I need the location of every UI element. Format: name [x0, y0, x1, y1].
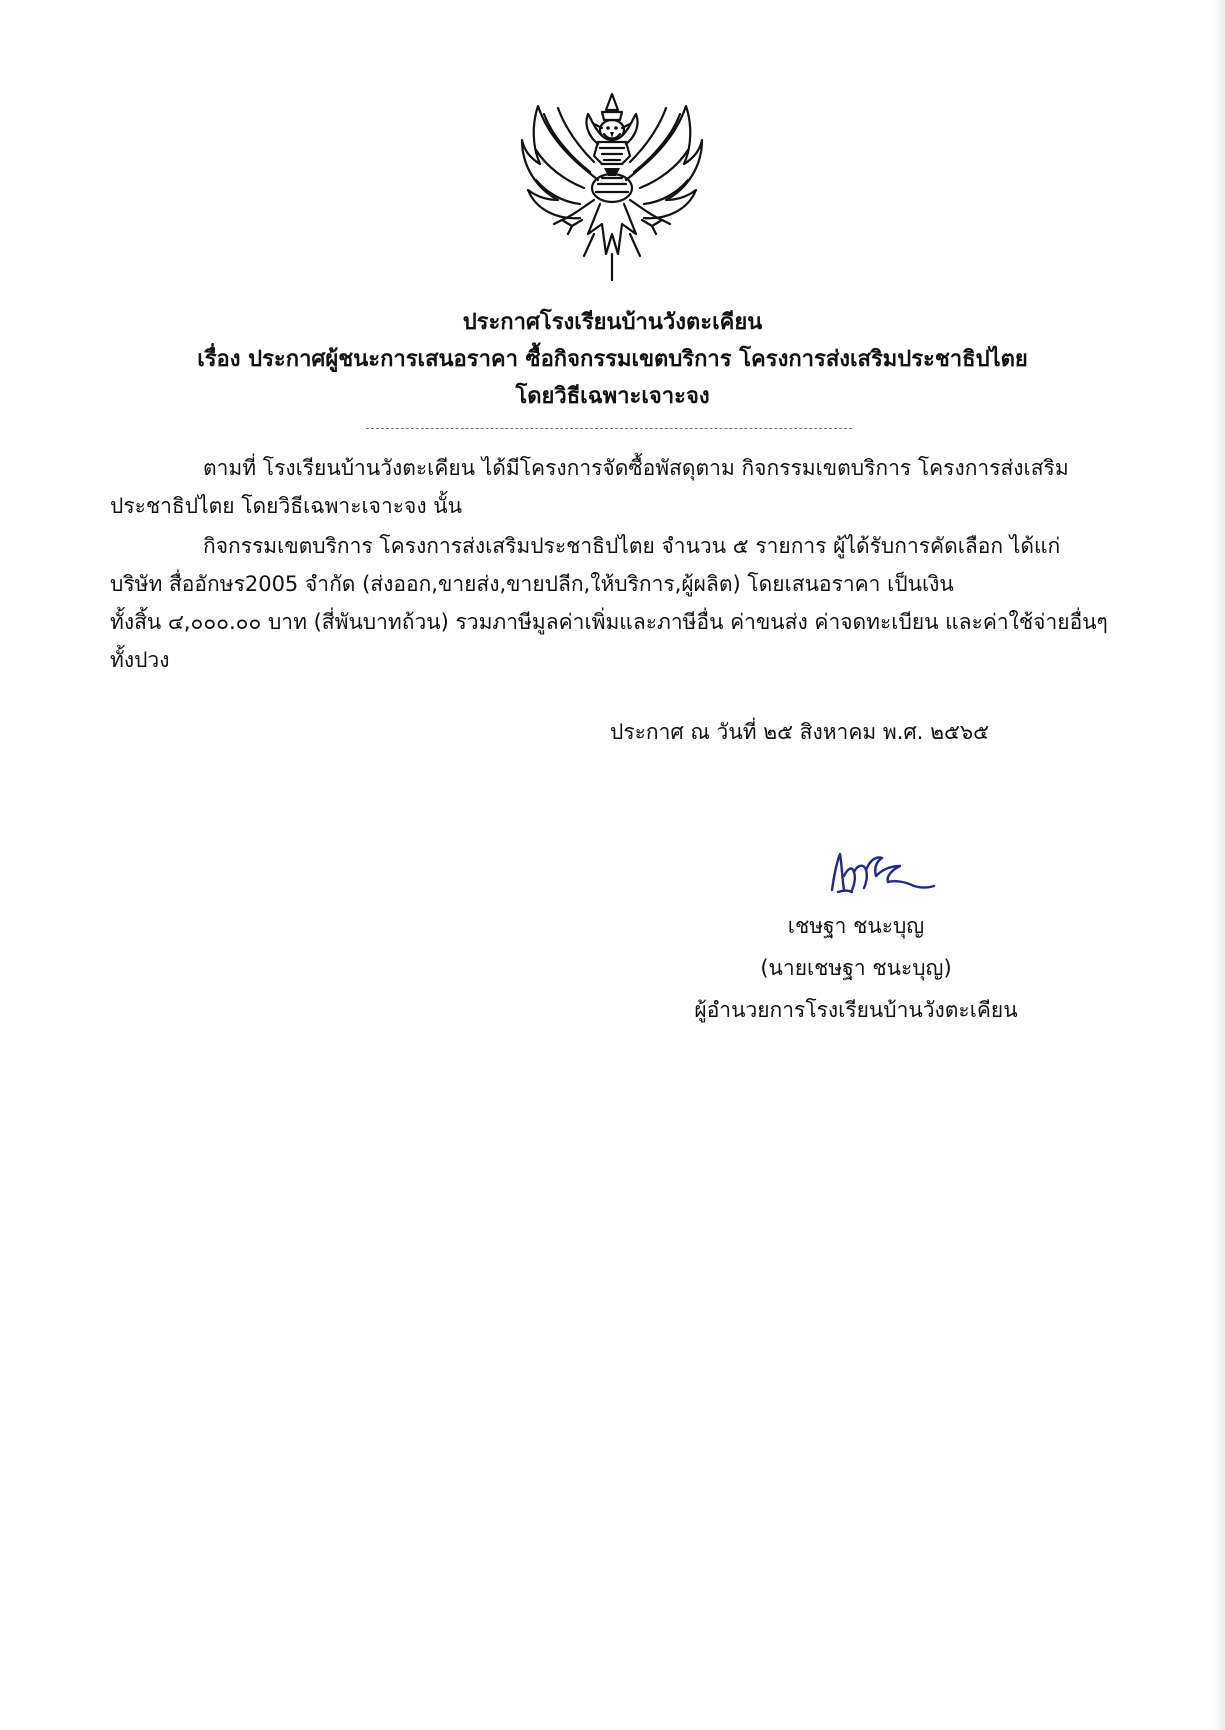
paragraph-2-line-1: กิจกรรมเขตบริการ โครงการส่งเสริมประชาธิปไตย จำนวน ๕ รายการ ผู้ได้รับการคัดเลือก ได้แก่ [203, 534, 1061, 558]
signer-position: ผู้อำนวยการโรงเรียนบ้านวังตะเคียน [694, 998, 1018, 1022]
paragraph-2-line-4: ทั้งปวง [110, 648, 170, 672]
announcement-title: ประกาศโรงเรียนบ้านวังตะเคียน [462, 310, 763, 335]
paragraph-2-line-2: บริษัท สื่ออักษร2005 จำกัด (ส่งออก,ขายส่ง,ขายปลีก,ให้บริการ,ผู้ผลิต) โดยเสนอราคา เป็นเงิน [110, 572, 954, 596]
signer-full-name: (นายเชษฐา ชนะบุญ) [760, 956, 952, 980]
announcement-date: ประกาศ ณ วันที่ ๒๕ สิงหาคม พ.ศ. ๒๕๖๕ [610, 720, 990, 744]
page-edge-shadow [1213, 0, 1225, 1730]
handwritten-signature [826, 846, 938, 898]
signer-name: เชษฐา ชนะบุญ [787, 914, 925, 938]
header-divider [366, 428, 852, 429]
paragraph-2-line-3: ทั้งสิ้น ๔,๐๐๐.๐๐ บาท (สี่พันบาทถ้วน) รวมภาษีมูลค่าเพิ่มและภาษีอื่น ค่าขนส่ง ค่าจดทะเบียน และค่าใช้จ่ายอื่นๆ [110, 610, 1108, 634]
announcement-method: โดยวิธีเฉพาะเจาะจง [515, 384, 710, 409]
garuda-emblem-icon [518, 84, 706, 284]
paragraph-1-line-2: ประชาธิปไตย โดยวิธีเฉพาะเจาะจง นั้น [110, 494, 462, 518]
paragraph-1-line-1: ตามที่ โรงเรียนบ้านวังตะเคียน ได้มีโครงการจัดซื้อพัสดุตาม กิจกรรมเขตบริการ โครงการส่งเสริม [203, 456, 1069, 480]
announcement-subject: เรื่อง ประกาศผู้ชนะการเสนอราคา ซื้อกิจกรรมเขตบริการ โครงการส่งเสริมประชาธิปไตย [197, 347, 1028, 372]
